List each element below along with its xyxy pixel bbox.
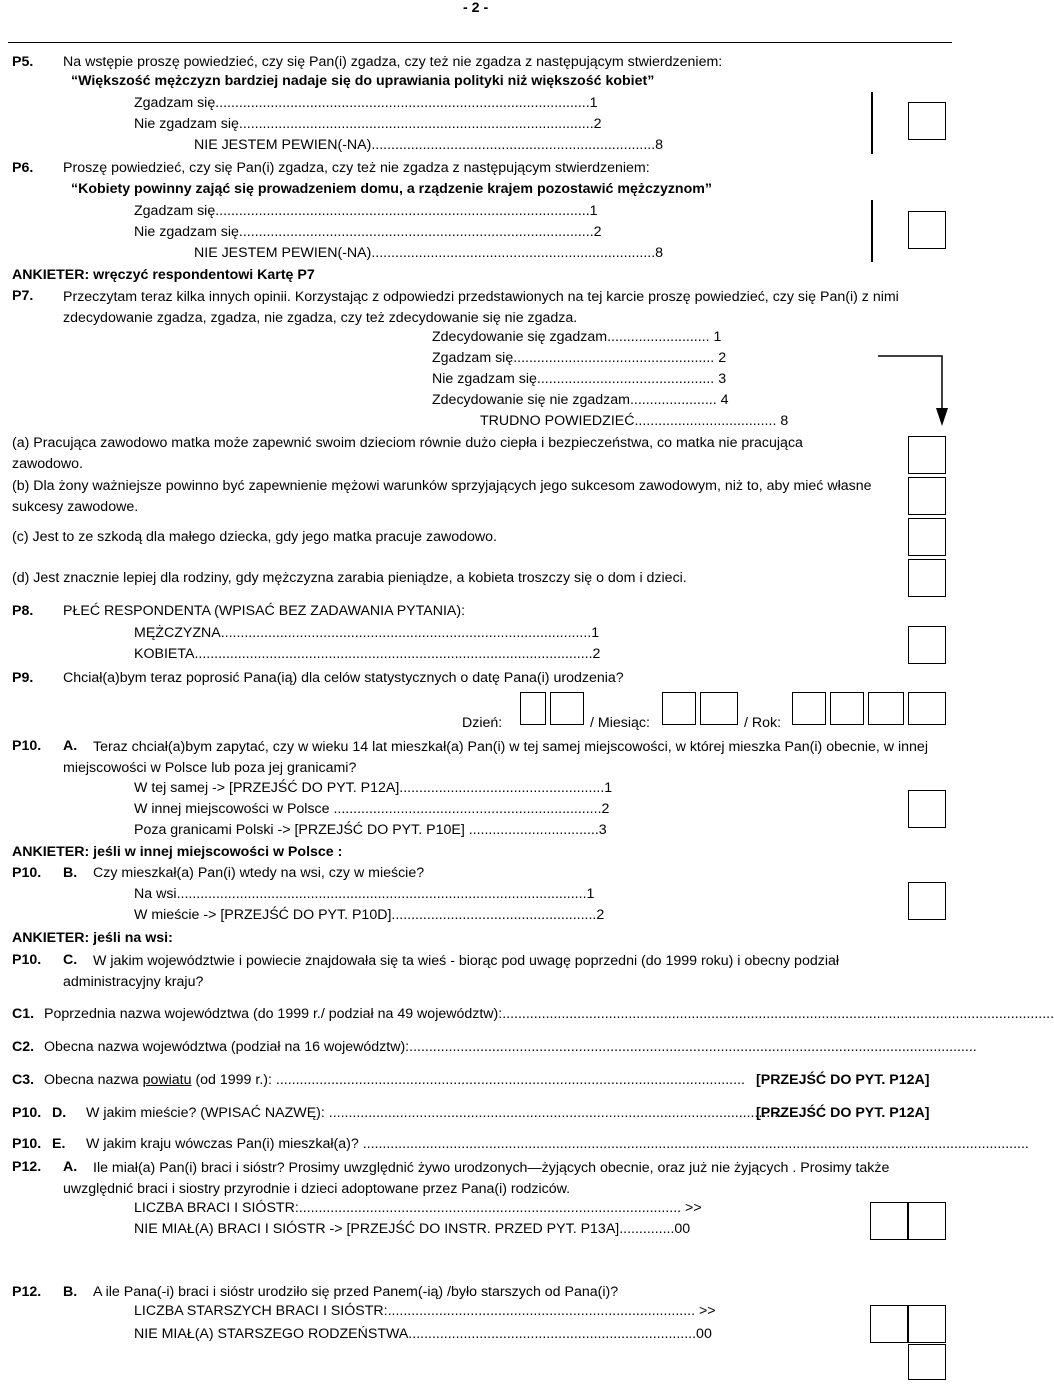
p5-option-3: NIE JESTEM PEWIEN(-NA)........................................................................8 (194, 137, 664, 153)
p5-label: P5. (12, 54, 34, 70)
p7-item-c: (c) Jest to ze szkodą dla małego dziecka, gdy jego matka pracuje zawodowo. (12, 529, 497, 545)
p10d-jump: [PRZEJŚĆ DO PYT. P12A] (756, 1105, 930, 1121)
p10a-option-1: W tej samej -> [PRZEJŚĆ DO PYT. P12A]....................................................1 (134, 780, 613, 796)
c1-text[interactable]: Poprzednia nazwa województwa (do 1999 r./ podział na 49 województw):............................................................................................................................................ (44, 1006, 1054, 1022)
p12b-question: A ile Pana(-i) braci i sióstr urodziło się przed Panem(-ią) /było starszych od Pana(i)? (93, 1284, 619, 1300)
p9-day-label: Dzień: (462, 715, 503, 731)
p7-item-c-box[interactable] (908, 518, 946, 556)
p7-item-d: (d) Jest znacznie lepiej dla rodziny, gdy mężczyzna zarabia pieniądze, a kobieta troszczy się o dom i dzieci. (12, 570, 687, 586)
p12a-count-digit-1[interactable] (870, 1202, 908, 1240)
p10a-label: P10. (12, 738, 42, 754)
p10c-sub: C. (63, 952, 78, 968)
p6-option-3: NIE JESTEM PEWIEN(-NA)........................................................................8 (194, 245, 664, 261)
p8-answer-box[interactable] (908, 626, 946, 664)
p9-question: Chciał(a)bym teraz poprosić Pana(ią) dla celów statystycznych o datę Pana(i) urodzenia? (63, 670, 624, 686)
p10a-answer-box[interactable] (908, 790, 946, 828)
p8-option-1: MĘŻCZYZNA..............................................................................................1 (134, 625, 600, 641)
p10b-question: Czy mieszkał(a) Pan(i) wtedy na wsi, czy w mieście? (93, 865, 425, 881)
p12a-sub: A. (63, 1159, 78, 1175)
p10c-label: P10. (12, 952, 42, 968)
p10c-question: W jakim województwie i powiecie znajdowała się ta wieś - biorąc pod uwagę poprzedni (do 1999 roku) i obecny podział administracyjny kraju? (63, 953, 840, 990)
ankieter-p10b-note: ANKIETER: jeśli w innej miejscowości w Polsce : (12, 844, 343, 860)
p12a-question: Ile miał(a) Pan(i) braci i sióstr? Prosimy uwzględnić żywo urodzonych—żyjących obecnie, oraz już nie żyjących . Prosimy także uwzględnić braci i siostry przyrodnie i dzieci adoptowane przez Pana(i) rodziców. (63, 1160, 890, 1197)
p12b-option-2: NIE MIAŁ(A) STARSZEGO RODZEŃSTWA.........................................................................00 (134, 1326, 712, 1342)
p6-question: Proszę powiedzieć, czy się Pan(i) zgadza, czy też nie zgadza z następującym stwierdzeniem: (63, 160, 650, 176)
p7-arrow-icon (860, 338, 950, 430)
p8-question: PŁEĆ RESPONDENTA (WPISAĆ BEZ ZADAWANIA PYTANIA): (63, 603, 466, 619)
p10e-text[interactable]: W jakim kraju wówczas Pan(i) mieszkał(a)? ......................................................................................................................................................................... (86, 1136, 1029, 1152)
p7-option-1: Zdecydowanie się zgadzam.......................... 1 (432, 329, 722, 345)
p10b-answer-box[interactable] (908, 882, 946, 920)
p9-year-digit-1[interactable] (792, 692, 826, 725)
p6-option-1: Zgadzam się...............................................................................................1 (134, 203, 598, 219)
p5-question: Na wstępie proszę powiedzieć, czy się Pan(i) zgadza, czy też nie zgadza z następującym stwierdzeniem: (63, 54, 723, 70)
p10d-sub: D. (52, 1105, 67, 1121)
p12a-label: P12. (12, 1159, 42, 1175)
p9-year-digit-2[interactable] (830, 692, 864, 725)
p8-label: P8. (12, 603, 34, 619)
p7-item-b: (b) Dla żony ważniejsze powinno być zapewnienie mężowi warunków sprzyjających jego sukcesom zawodowym, niż to, aby mieć własne sukcesy zawodowe. (12, 478, 872, 515)
p6-label: P6. (12, 160, 34, 176)
p7-item-a-box[interactable] (908, 436, 946, 474)
ankieter-p7-note: ANKIETER: wręczyć respondentowi Kartę P7 (12, 267, 315, 283)
p7-option-3: Nie zgadzam się............................................. 3 (432, 371, 727, 387)
p8-option-2: KOBIETA.....................................................................................................2 (134, 646, 601, 662)
p10b-label: P10. (12, 865, 42, 881)
p7-option-4: Zdecydowanie się nie zgadzam...................... 4 (432, 392, 729, 408)
p9-year-digit-3[interactable] (868, 692, 904, 725)
p10a-option-3: Poza granicami Polski -> [PRZEJŚĆ DO PYT. P10E] .................................3 (134, 822, 607, 838)
p12a-count-digit-2[interactable] (908, 1202, 946, 1240)
p12b-count-digit-1[interactable] (870, 1305, 908, 1343)
p12b-extra-box[interactable] (908, 1344, 946, 1380)
p9-year-digit-4[interactable] (908, 692, 946, 725)
p12b-label: P12. (12, 1284, 42, 1300)
p10d-label: P10. (12, 1105, 42, 1121)
p7-question: Przeczytam teraz kilka innych opinii. Korzystając z odpowiedzi przedstawionych na tej karcie proszę powiedzieć, czy się Pan(i) z nimi zdecydowanie zgadza, zgadza, nie zgadza, czy też zdecydowanie się nie zgadza. (63, 289, 899, 326)
p9-day-digit-1[interactable] (520, 692, 546, 725)
c2-label: C2. (12, 1039, 35, 1055)
p7-option-5: TRUDNO POWIEDZIEĆ.................................... 8 (480, 413, 789, 429)
p12b-option-1: LICZBA STARSZYCH BRACI I SIÓSTR:.............................................................................. >> (134, 1303, 716, 1319)
p5-answer-box[interactable] (908, 102, 946, 140)
ankieter-p10c-note: ANKIETER: jeśli na wsi: (12, 930, 173, 946)
p12b-sub: B. (63, 1284, 78, 1300)
p5-option-2: Nie zgadzam się..........................................................................................2 (134, 116, 602, 132)
c1-label: C1. (12, 1006, 35, 1022)
p5-option-1: Zgadzam się...............................................................................................1 (134, 95, 598, 111)
p5-answer-bar (871, 92, 873, 154)
p5-statement: “Większość mężczyzn bardziej nadaje się do uprawiania polityki niż większość kobiet” (71, 73, 655, 89)
p12b-count-digit-2[interactable] (908, 1305, 946, 1343)
c3-label: C3. (12, 1072, 35, 1088)
p9-month-label: / Miesiąc: (590, 715, 650, 731)
p9-day-digit-2[interactable] (550, 692, 584, 725)
c3-jump: [PRZEJŚĆ DO PYT. P12A] (756, 1072, 930, 1088)
p10e-sub: E. (52, 1136, 66, 1152)
p6-option-2: Nie zgadzam się..........................................................................................2 (134, 224, 602, 240)
p7-item-b-box[interactable] (908, 477, 946, 515)
p10a-option-2: W innej miejscowości w Polsce ....................................................................2 (134, 801, 610, 817)
p10a-sub: A. (63, 738, 78, 754)
p7-item-a: (a) Pracująca zawodowo matka może zapewnić swoim dzieciom równie dużo ciepła i bezpieczeństwa, co matka nie pracująca zawodowo. (12, 435, 803, 472)
p10b-option-2: W mieście -> [PRZEJŚĆ DO PYT. P10D]....................................................2 (134, 907, 605, 923)
c3-text[interactable]: Obecna nazwa powiatu (od 1999 r.): ....................................................................................................................... (44, 1072, 745, 1088)
p10d-text[interactable]: W jakim mieście? (WPISAĆ NAZWĘ): .................................................................................................................... (86, 1105, 787, 1121)
p9-month-digit-1[interactable] (662, 692, 696, 725)
p7-label: P7. (12, 288, 34, 304)
c2-text[interactable]: Obecna nazwa województwa (podział na 16 województw):................................................................................................................................................ (44, 1039, 977, 1055)
p6-statement: “Kobiety powinny zająć się prowadzeniem domu, a rządzenie krajem pozostawić mężczyznom” (71, 181, 712, 197)
p10a-question: Teraz chciał(a)bym zapytać, czy w wieku 14 lat mieszkał(a) Pan(i) w tej samej miejscowości, w której mieszka Pan(i) obecnie, w innej miejscowości w Polsce lub poza jej granicami? (63, 739, 928, 776)
p10e-label: P10. (12, 1136, 42, 1152)
p10b-sub: B. (63, 865, 78, 881)
page-number: - 2 - (463, 0, 489, 16)
p12a-option-2: NIE MIAŁ(A) BRACI I SIÓSTR -> [PRZEJŚĆ DO INSTR. PRZED PYT. P13A]..............00 (134, 1221, 691, 1237)
p6-answer-bar (871, 200, 873, 262)
p9-label: P9. (12, 670, 34, 686)
p12a-option-1: LICZBA BRACI I SIÓSTR:................................................................................................. >> (134, 1200, 702, 1216)
p7-option-2: Zgadzam się................................................... 2 (432, 350, 727, 366)
p9-year-label: / Rok: (744, 715, 782, 731)
p7-item-d-box[interactable] (908, 559, 946, 597)
p10b-option-1: Na wsi........................................................................................................1 (134, 886, 595, 902)
top-rule (8, 42, 952, 43)
p9-month-digit-2[interactable] (700, 692, 738, 725)
p6-answer-box[interactable] (908, 211, 946, 249)
